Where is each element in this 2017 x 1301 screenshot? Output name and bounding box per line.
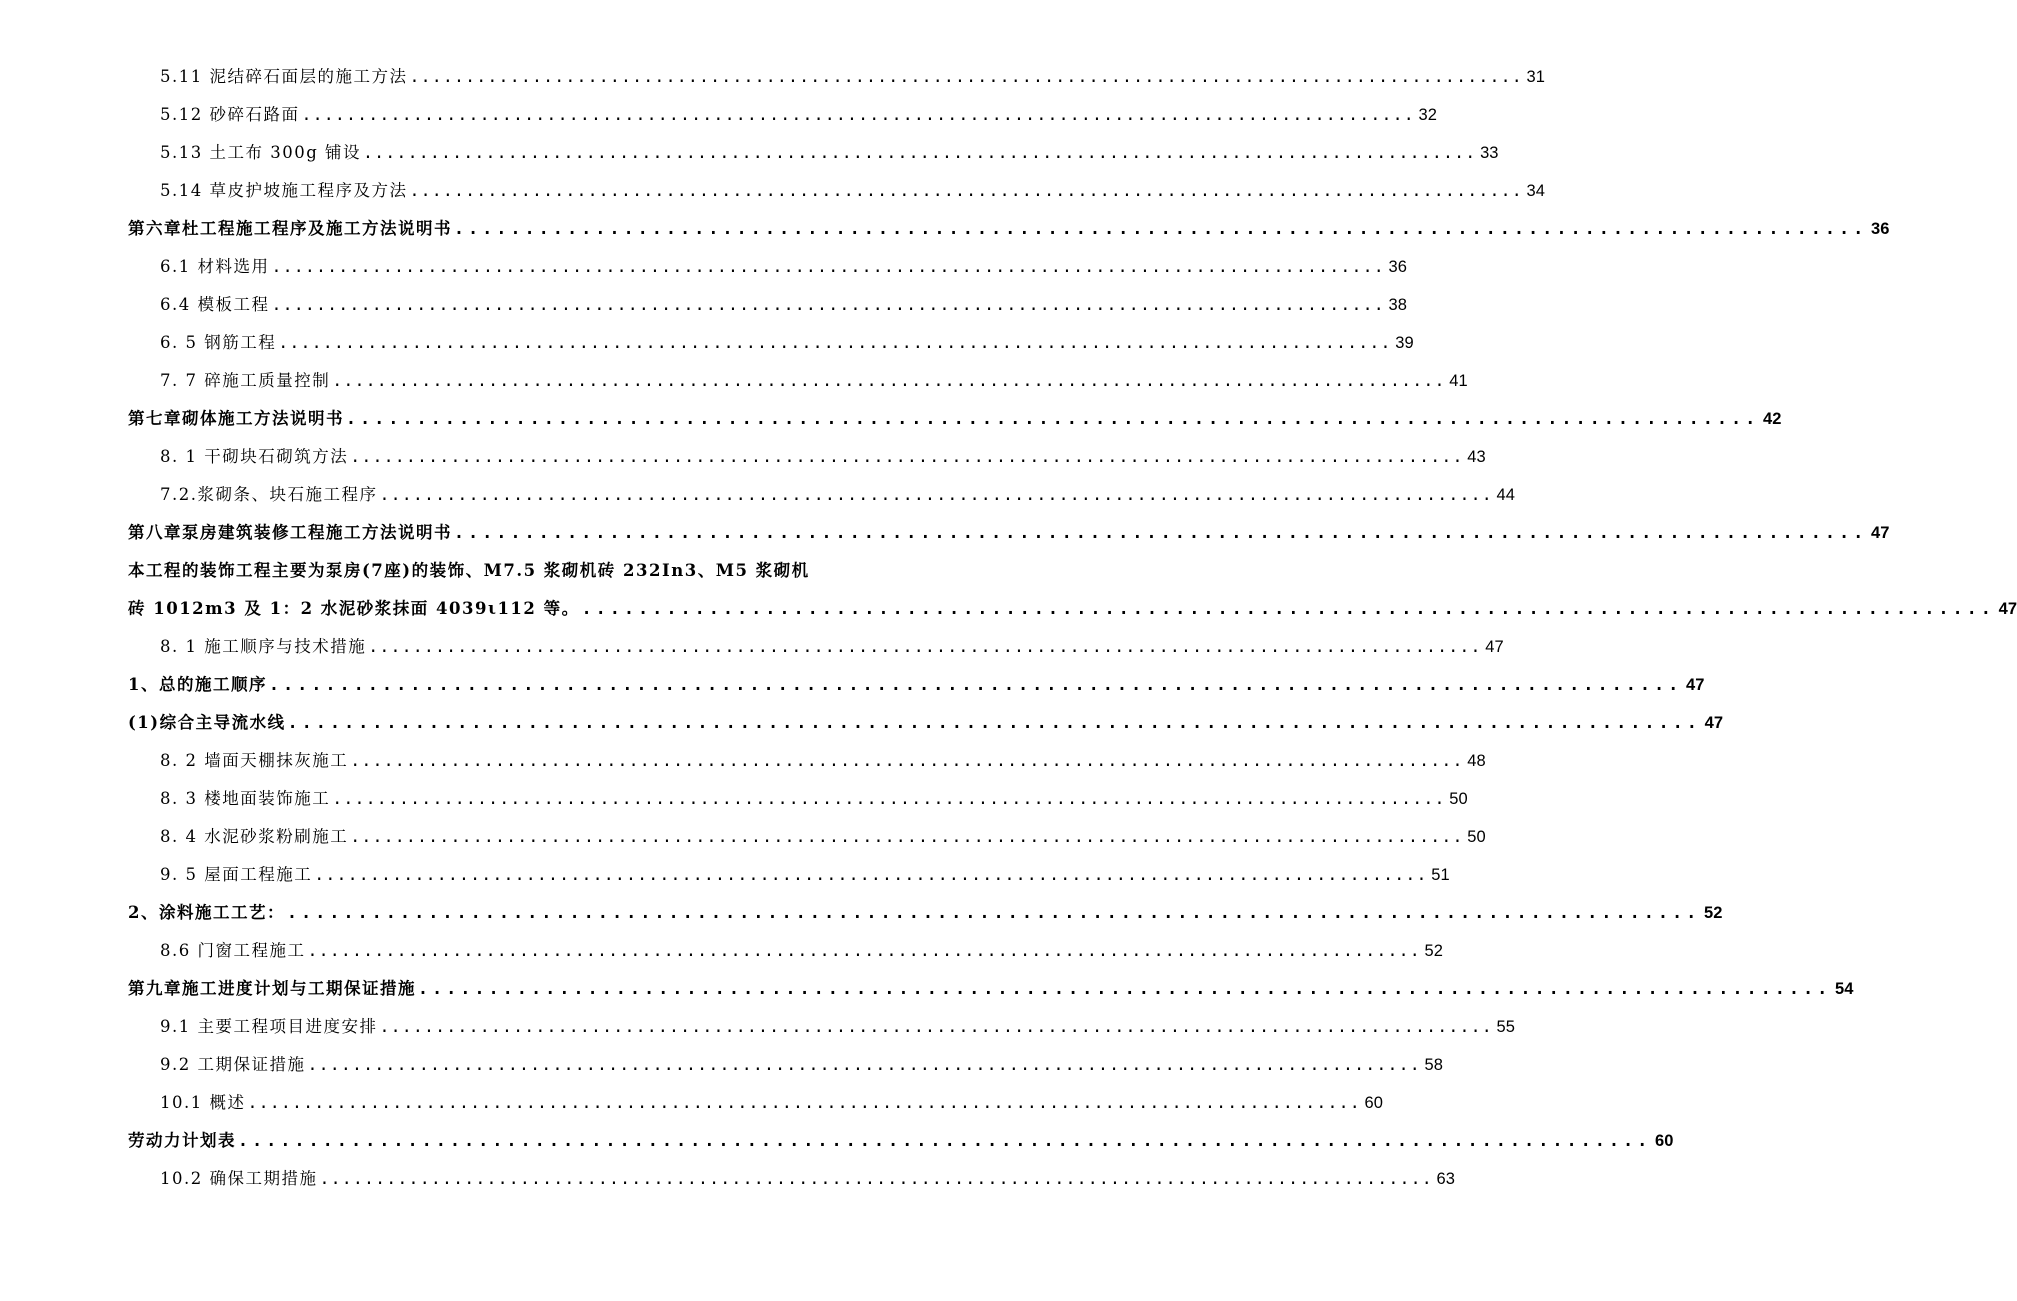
toc-entry[interactable] (160, 438, 1486, 476)
toc-entry-title: 5.12 砂碎石路面 (160, 105, 300, 124)
toc-entry-title: 2、涂料施工工艺： (128, 903, 285, 922)
toc-entry-page: 42 (1763, 410, 1782, 428)
toc-line (0, 514, 1890, 552)
toc-entry[interactable] (160, 818, 1486, 856)
toc-entry-title: 8. 1 干砌块石砌筑方法 (160, 447, 349, 466)
toc-entry[interactable] (160, 932, 1443, 970)
toc-entry[interactable] (160, 172, 1545, 210)
toc-line (0, 932, 1443, 970)
toc-entry-page: 51 (1431, 866, 1450, 884)
toc-entry[interactable] (160, 362, 1468, 400)
toc-line (0, 742, 1486, 780)
toc-entry[interactable] (160, 286, 1407, 324)
toc-entry[interactable] (160, 780, 1468, 818)
toc-entry-page: 47 (1686, 676, 1705, 694)
toc-line (0, 666, 1705, 704)
toc-line (0, 1046, 1443, 1084)
toc-entry-title: 10.1 概述 (160, 1093, 246, 1112)
toc-entry[interactable] (128, 210, 1890, 248)
dot-leader: .................................................................................................... (271, 257, 1385, 276)
toc-entry-page: 47 (1998, 600, 2017, 618)
toc-entry[interactable] (160, 248, 1407, 286)
toc-line (0, 210, 1890, 248)
dot-leader: .................................................................................................... (350, 827, 1464, 846)
dot-leader: .................................................................................................... (278, 333, 1392, 352)
toc-entry[interactable] (160, 134, 1499, 172)
dot-leader: .................................................................................................... (350, 751, 1464, 770)
toc-entry-title: 1、总的施工顺序 (128, 675, 267, 694)
dot-leader: .................................................................................................... (238, 1131, 1652, 1150)
toc-entry-page: 47 (1704, 714, 1723, 732)
toc-entry-page: 55 (1496, 1018, 1515, 1036)
toc-entry-title: 8. 3 楼地面装饰施工 (160, 789, 331, 808)
toc-entry-page: 34 (1526, 182, 1545, 200)
toc-entry-page: 32 (1418, 106, 1437, 124)
toc-entry[interactable] (128, 590, 2017, 628)
toc-entry-page: 33 (1480, 144, 1499, 162)
toc-line (0, 818, 1486, 856)
toc-entry-title: 第七章砌体施工方法说明书 (128, 409, 344, 428)
toc-entry-title: 6. 5 钢筋工程 (160, 333, 277, 352)
toc-line (0, 1122, 1674, 1160)
toc-entry[interactable] (128, 514, 1890, 552)
toc-line (0, 476, 1515, 514)
toc-line (0, 552, 920, 590)
dot-leader: .................................................................................................... (271, 295, 1385, 314)
toc-line (0, 324, 1414, 362)
toc-entry-title: 第六章杜工程施工程序及施工方法说明书 (128, 219, 452, 238)
toc-entry-title: 砖 1012m3 及 1：2 水泥砂浆抹面 4039ι112 等。 (128, 599, 580, 618)
dot-leader: .................................................................................................... (409, 67, 1523, 86)
dot-leader: .................................................................................................... (332, 789, 1446, 808)
toc-entry-title: (1)综合主导流水线 (128, 713, 286, 732)
toc-entry-page: 50 (1467, 828, 1486, 846)
toc-entry-title: 8. 1 施工顺序与技术措施 (160, 637, 367, 656)
dot-leader: .................................................................................................... (379, 1017, 1493, 1036)
toc-entry[interactable] (128, 552, 810, 590)
dot-leader: .................................................................................................... (307, 1055, 1421, 1074)
toc-entry[interactable] (128, 400, 1782, 438)
dot-leader: .................................................................................................... (363, 143, 1477, 162)
toc-entry[interactable] (160, 628, 1504, 666)
toc-entry-page: 36 (1388, 258, 1407, 276)
dot-leader: .................................................................................................... (346, 409, 1760, 428)
dot-leader: .................................................................................................... (379, 485, 1493, 504)
dot-leader: .................................................................................................... (247, 1093, 1361, 1112)
dot-leader: .................................................................................................... (454, 523, 1868, 542)
toc-line (0, 134, 1499, 172)
toc-entry-title: 5.11 泥结碎石面层的施工方法 (160, 67, 408, 86)
toc-entry-title: 10.2 确保工期措施 (160, 1169, 318, 1188)
toc-entry[interactable] (128, 704, 1723, 742)
dot-leader: .................................................................................................... (368, 637, 1482, 656)
toc-entry-title: 第九章施工进度计划与工期保证措施 (128, 979, 416, 998)
dot-leader: .................................................................................................... (350, 447, 1464, 466)
toc-line (0, 1084, 1383, 1122)
toc-entry-page: 47 (1485, 638, 1504, 656)
toc-entry[interactable] (160, 476, 1515, 514)
toc-entry-title: 5.14 草皮护坡施工程序及方法 (160, 181, 408, 200)
toc-entry-page: 41 (1449, 372, 1468, 390)
toc-entry-title: 8.6 门窗工程施工 (160, 941, 306, 960)
toc-entry-page: 54 (1835, 980, 1854, 998)
toc-entry-page: 52 (1424, 942, 1443, 960)
toc-entry[interactable] (160, 1160, 1455, 1198)
toc-entry-title: 5.13 土工布 300g 铺设 (160, 143, 362, 162)
toc-entry-title: 第八章泵房建筑装修工程施工方法说明书 (128, 523, 452, 542)
toc-entry-title: 6.1 材料选用 (160, 257, 270, 276)
toc-line (0, 248, 1407, 286)
dot-leader: .................................................................................................... (314, 865, 1428, 884)
toc-entry-title: 7.2.浆砌条、块石施工程序 (160, 485, 378, 504)
toc-entry[interactable] (160, 324, 1414, 362)
toc-entry-title: 6.4 模板工程 (160, 295, 270, 314)
toc-line (0, 172, 1545, 210)
dot-leader: .................................................................................................... (454, 219, 1868, 238)
dot-leader: .................................................................................................... (287, 713, 1701, 732)
toc-entry-page: 50 (1449, 790, 1468, 808)
toc-line (0, 856, 1450, 894)
toc-entry-page: 60 (1655, 1132, 1674, 1150)
toc-line (0, 400, 1782, 438)
toc-entry-page: 58 (1424, 1056, 1443, 1074)
toc-entry[interactable] (160, 742, 1486, 780)
toc-line (0, 1008, 1515, 1046)
toc-line (0, 362, 1468, 400)
toc-entry[interactable] (128, 894, 1723, 932)
toc-entry[interactable] (128, 666, 1705, 704)
toc-line (0, 438, 1486, 476)
toc-line (0, 1160, 1455, 1198)
toc-line (0, 894, 1723, 932)
dot-leader: .................................................................................................... (286, 903, 1701, 922)
toc-entry-page: 44 (1496, 486, 1515, 504)
toc-line (0, 58, 1545, 96)
toc-entry[interactable] (160, 1084, 1383, 1122)
toc-entry-page: 39 (1395, 334, 1414, 352)
toc-line (0, 96, 1437, 134)
toc-line (0, 590, 2017, 628)
toc-entry-page: 60 (1364, 1094, 1383, 1112)
dot-leader: .................................................................................................... (268, 675, 1683, 694)
toc-entry[interactable] (160, 1046, 1443, 1084)
toc-entry-page: 36 (1871, 220, 1890, 238)
toc-entry-page: 52 (1704, 904, 1723, 922)
toc-entry[interactable] (160, 58, 1545, 96)
toc-line (0, 780, 1468, 818)
dot-leader: .................................................................................................... (332, 371, 1446, 390)
dot-leader: .................................................................................................... (307, 941, 1421, 960)
toc-line (0, 286, 1407, 324)
toc-entry-title: 7. 7 碎施工质量控制 (160, 371, 331, 390)
dot-leader: .................................................................................................... (409, 181, 1523, 200)
dot-leader: .................................................................................................... (319, 1169, 1433, 1188)
toc-entry[interactable] (160, 1008, 1515, 1046)
dot-leader: .................................................................................................... (301, 105, 1415, 124)
toc-entry-page: 38 (1388, 296, 1407, 314)
toc-line (0, 628, 1504, 666)
toc-entry-page: 31 (1526, 68, 1545, 86)
dot-leader: .................................................................................................... (581, 599, 1996, 618)
toc-entry-title: 劳动力计划表 (128, 1131, 236, 1150)
toc-entry-page: 63 (1436, 1170, 1455, 1188)
toc-line (0, 970, 1854, 1008)
toc-entry-title: 9.2 工期保证措施 (160, 1055, 306, 1074)
toc-entry[interactable] (128, 1122, 1674, 1160)
toc-entry-title: 9.1 主要工程项目进度安排 (160, 1017, 378, 1036)
toc-entry[interactable] (128, 970, 1854, 1008)
toc-line (0, 704, 1723, 742)
toc-entry-title: 9. 5 屋面工程施工 (160, 865, 313, 884)
toc-entry-title: 本工程的装饰工程主要为泵房(7座)的装饰、M7.5 浆砌机砖 232In3、M5 浆砌机 (128, 561, 810, 580)
dot-leader: .................................................................................................... (418, 979, 1832, 998)
toc-entry-page: 48 (1467, 752, 1486, 770)
toc-entry-title: 8. 2 墙面天棚抹灰施工 (160, 751, 349, 770)
toc-entry-page: 43 (1467, 448, 1486, 466)
toc-entry-page: 47 (1871, 524, 1890, 542)
toc-entry-title: 8. 4 水泥砂浆粉刷施工 (160, 827, 349, 846)
toc-entry[interactable] (160, 856, 1450, 894)
toc-entry[interactable] (160, 96, 1437, 134)
